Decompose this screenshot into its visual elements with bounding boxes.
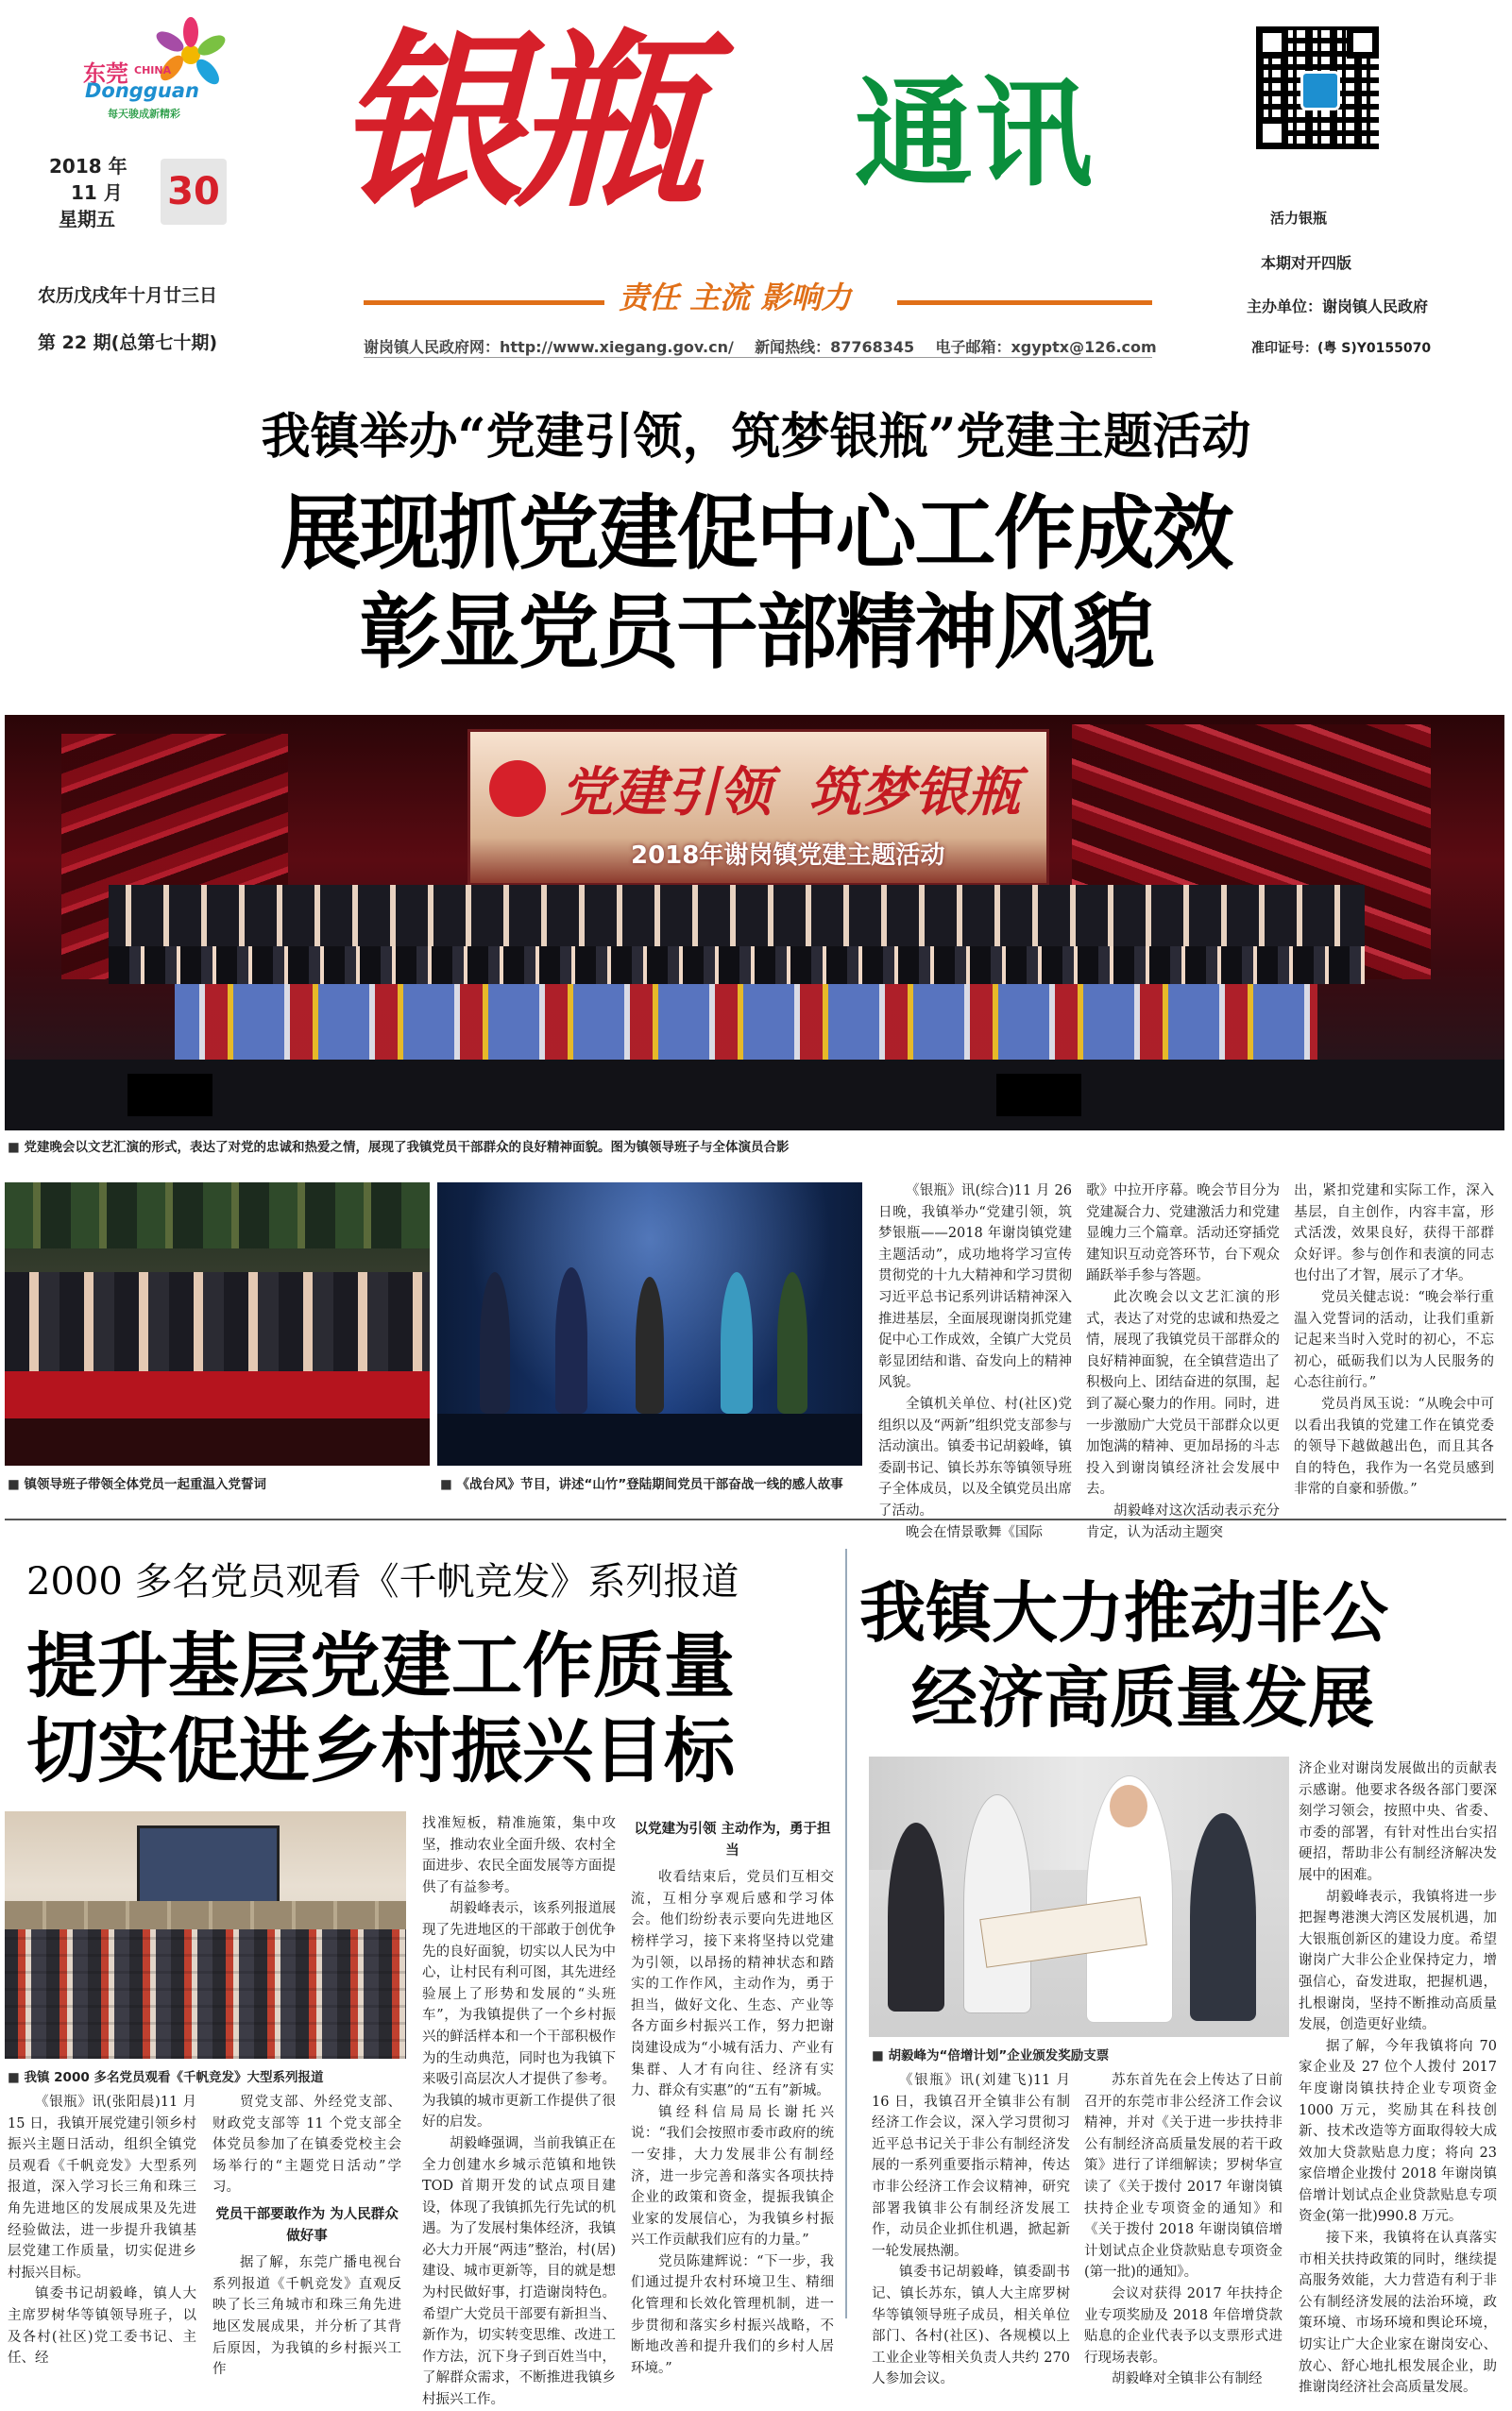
story3-paragraph: 接下来，我镇将在认真落实市相关扶持政策的同时，继续提高服务效能，大力营造有利于非公有制经济发展的法治环境，政策环境、市场环境和舆论环境，切实让广大企业家在谢岗安心、放心、舒心地扎根发展企业，助推谢岗经济社会高质量发展。 [1299,2231,1497,2396]
typhoon-photo [437,1182,862,1466]
logo-en: Dongguan [85,79,199,102]
lead-kicker: 我镇举办“党建引领，筑梦银瓶”党建主题活动 [261,408,1251,466]
story2-paragraph: 据了解，东莞广播电视台系列报道《千帆竞发》直观反映了长三角城市和珠三角先进地区发展成果，并分析了其背后原因，为我镇的乡村振兴工作 [212,2255,401,2378]
sponsor: 主办单位：谢岗镇人民政府 [1247,297,1429,315]
story3-column-1 [872,2070,1070,2387]
slogan-rule-left [364,300,604,305]
main-photo [5,715,1504,1130]
lead-headline-2: 彰显党员干部精神风貌 [359,586,1153,680]
logo-slogan: 每天骏成新精彩 [108,108,180,120]
pages-note: 本期对开四版 [1261,254,1352,272]
date-year: 2018 年 [49,155,127,178]
story3-paragraph: 苏东首先在会上传达了日前召开的东莞市非公经济工作会议精神，并对《关于进一步扶持非公有制经济高质量发展的若干政策》进行了详细解读；罗树华宣读了《关于拨付 2017 年谢岗镇扶持企业专项资金的通知》和《关于拨付 2018 年谢岗镇倍增计划试点企业贷款贴息专项资金(第一批)的通知》。 [1084,2073,1283,2281]
story3-paragraph: 济企业对谢岗发展做出的贡献表示感谢。他要求各级各部门要深刻学习领会，按照中央、省委、市委的部署，有针对性出台实招硬招，帮助非公有制经济解决发展中的困难。 [1299,1761,1497,1883]
stage-banner: 党建引领 筑梦银瓶 [560,761,1020,823]
main-photo-caption: ■ 党建晚会以文艺汇演的形式，表达了对党的忠诚和热爱之情，展现了我镇党员干部群众的良好精神面貌。图为镇领导班子与全体演员合影 [8,1136,789,1155]
lead-column-1 [878,1180,1072,1540]
column-divider [845,1549,847,2318]
section-divider [5,1519,1506,1520]
story3-paragraph: 镇委书记胡毅峰，镇委副书记、镇长苏东，镇人大主席罗树华等镇领导班子成员，相关单位部门、各村(社区)、各规模以上工业企业等相关负责人共约 270 人参加会议。 [872,2265,1070,2387]
lead-paragraph: 歌》中拉开序幕。晚会节目分为党建凝合力、党建激活力和党建显魄力三个篇章。活动还穿插党建知识互动竞答环节，台下观众踊跃举手参与答题。 [1086,1183,1280,1284]
lead-column-3 [1294,1180,1494,1498]
story2-paragraph: 党员陈建辉说：“下一步，我们通过提升农村环境卫生、精细化管理和长效化管理机制，进一步贯彻和落实乡村振兴战略，不断地改善和提升我们的乡村人居环境。” [631,2253,834,2376]
auditorium-photo-caption: ■ 我镇 2000 多名党员观看《千帆竞发》大型系列报道 [8,2066,323,2085]
story2-subhead: 以党建为引领 主动作为，勇于担当 [634,1822,831,1859]
story2-paragraph: 胡毅峰强调，当前我镇正在全力创建水乡城示范镇和地铁 TOD 首期开发的试点项目建设，体现了我镇抓先行先试的机遇。为了发展村集体经济，我镇必大力开展“两违”整治，村(居)建设、城市更新等，目的就是想为村民做好事，打造谢岗特色。希望广大党员干部要有新担当、新作为，切实转变思维、改进工作方法，沉下身子到百姓当中，了解群众需求，不断推进我镇乡村振兴工作。 [422,2135,616,2408]
lead-column-2 [1086,1180,1280,1540]
story2-paragraph: 胡毅峰表示，该系列报道展现了先进地区的干部敢于创优争先的良好面貌，切实以人民为中心，让村民有利可图，其先进经验展上了形势和发展的“头班车”，为我镇提供了一个乡村振兴的鲜活样本和一个干部积极作为的生动典范，同时也为我镇下来吸引高层次人才提供了参考。为我镇的城市更新工作提供了很好的启发。 [422,1901,616,2131]
lead-paragraph: 《银瓶》讯(综合)11 月 26 日晚，我镇举办“党建引领，筑梦银瓶——2018 年谢岗镇党建主题活动”，成功地将学习宣传贯彻党的十九大精神和学习贯彻习近平总书记系列讲话精神深入推进基层，全面展现谢岗抓党建促中心工作成效，全镇广大党员彰显团结和谐、奋发向上的精神风貌。 [878,1183,1072,1391]
story3-paragraph: 会议对获得 2017 年扶持企业专项奖励及 2018 年倍增贷款贴息的企业代表予以支票形式进行现场表彰。 [1084,2285,1283,2366]
slogan: 责任 主流 影响力 [619,280,852,315]
date-month: 11 月 [71,181,123,204]
contact-line: 谢岗镇人民政府网：http://www.xiegang.gov.cn/ 新闻热线：87768345 电子邮箱：xgyptx@126.com [364,338,1157,356]
story3-paragraph: 胡毅峰对全镇非公有制经 [1112,2371,1263,2387]
typhoon-photo-caption: ■ 《战台风》节目，讲述“山竹”登陆期间党员干部奋战一线的感人故事 [440,1473,843,1492]
story2-headline-1: 提升基层党建工作质量 [26,1624,736,1707]
title-green: 通讯 [855,66,1095,203]
story2-headline-2: 切实促进乡村振兴目标 [26,1709,736,1792]
story3-paragraph: 胡毅峰表示，我镇将进一步把握粤港澳大湾区发展机遇，加大银瓶创新区的建设力度。希望谢岗广大非公企业保持定力，增强信心，奋发进取，把握机遇，扎根谢岗，坚持不断推动高质量发展，创造更好业绩。 [1299,1889,1497,2033]
story2-paragraph: 镇委书记胡毅峰，镇人大主席罗树华等镇领导班子，以及各村(社区)党工委书记、主任、经 [8,2286,196,2367]
lead-paragraph: 出，紧扣党建和实际工作，深入基层，自主创作，内容丰富，形式活泼，效果良好，获得干部群众好评。参与创作和表演的同志也付出了才智，展示了才华。 [1294,1183,1494,1284]
story3-headline-1: 我镇大力推动非公 [859,1573,1388,1652]
story2-paragraph: 贸党支部、外经党支部、财政党支部等 11 个党支部全体党员参加了在镇委党校主会场举行的“主题党日活动”学习。 [212,2095,401,2196]
date-weekday: 星期五 [59,208,115,230]
dongguan-logo [59,17,247,121]
logo-china: CHINA [134,64,172,76]
story2-kicker: 2000 多名党员观看《千帆竞发》系列报道 [26,1560,739,1604]
story2-paragraph: 《银瓶》讯(张阳晨)11 月 15 日，我镇开展党建引领乡村振兴主题日活动，组织全镇党员观看《千帆竞发》大型系列报道，深入学习长三角和珠三角先进地区的发展成果及先进经验做法，进一步提升我镇基层党建工作质量，切实促进乡村振兴目标。 [8,2095,196,2281]
story3-column-2 [1084,2070,1283,2387]
lead-headline-1: 展现抓党建促中心工作成效 [280,486,1232,581]
story3-headline-2: 经济高质量发展 [911,1658,1374,1737]
slogan-rule-right [897,300,1152,305]
story2-column-1 [8,2092,196,2367]
lunar-date: 农历戊戌年十月廿三日 [38,285,218,306]
story2-column-2 [212,2092,401,2378]
title-red: 银瓶 [335,11,695,233]
story3-paragraph: 《银瓶》讯(刘建飞)11 月 16 日，我镇召开全镇非公有制经济工作会议，深入学习贯彻习近平总书记关于非公有制经济发展的一系列重要指示精神，传达市非公经济工作会议精神，研究部署我镇非公有制经济发展工作，动员企业抓住机遇，掀起新一轮发展热潮。 [872,2073,1070,2259]
contact-rule [364,357,1152,358]
story2-column-4 [631,1813,834,2376]
logo-cn: 东莞 [83,60,128,87]
story3-paragraph: 据了解，今年我镇将向 70 家企业及 27 位个人拨付 2017 年度谢岗镇扶持企业专项资金 1000 万元，奖励其在科技创新、技术改造等方面取得较大成效加大贷款贴息力度；将向 23 家倍增企业拨付 2018 年谢岗镇倍增计划试点企业贷款贴息专项资金(第一批)990.8 万元。 [1299,2038,1497,2225]
stage-screen [467,729,1049,886]
lead-paragraph: 此次晚会以文艺汇演的形式，表达了对党的忠诚和热爱之情，展现了我镇党员干部群众的良好精神面貌，在全镇营造出了积极向上、团结奋进的氛围，起到了凝心聚力的作用。同时，进一步激励广大党员干部群众以更加饱满的精神、更加昂扬的斗志投入到谢岗镇经济社会发展中去。 [1086,1289,1280,1498]
date-day: 30 [167,170,220,213]
lead-paragraph: 晚会在情景歌舞《国际 [906,1524,1043,1540]
masthead [0,0,1512,364]
lead-paragraph: 党员关健志说：“晚会举行重温入党誓词的活动，让我们重新记起来当时入党时的初心，不忘初心，砥砺我们以为人民服务的心态往前行。” [1294,1289,1494,1391]
qr-label: 活力银瓶 [1270,210,1328,227]
lead-paragraph: 胡毅峰对这次活动表示充分肯定，认为活动主题突 [1086,1503,1280,1540]
qr-code[interactable] [1256,26,1379,149]
story2-paragraph: 找准短板，精准施策，集中攻坚，推动农业全面升级、农村全面进步、农民全面发展等方面提供了有益参考。 [422,1816,616,1895]
story2-paragraph: 收看结束后，党员们互相交流，互相分享观后感和学习体会。他们纷纷表示要向先进地区榜样学习，接下来将坚持以党建为引领，以昂扬的精神状态和踏实的工作作风，主动作为，勇于担当，做好文化、生态、产业等各方面乡村振兴工作，努力把谢岗建设成为“小城有活力、产业有集群、人才有向往、经济有实力、群众有实惠”的“五有”新城。 [631,1870,834,2099]
award-photo [869,1757,1289,2037]
oath-photo [5,1182,430,1466]
lead-paragraph: 党员肖凤玉说：“从晚会中可以看出我镇的党建工作在镇党委的领导下越做越出色，而且其各自的特色，我作为一名党员感到非常的自豪和骄傲。” [1294,1396,1494,1498]
permit-number: 准印证号：(粤 S)Y0155070 [1251,341,1432,356]
issue-number: 第 22 期(总第七十期) [38,332,218,353]
story2-column-3 [422,1813,616,2408]
oath-photo-caption: ■ 镇领导班子带领全体党员一起重温入党誓词 [8,1473,266,1492]
stage-subtitle: 2018年谢岗镇党建主题活动 [631,841,945,870]
auditorium-photo [5,1811,406,2059]
story2-subhead: 党员干部要敢作为 为人民群众做好事 [215,2206,399,2244]
story3-column-3 [1299,1758,1497,2396]
date-day-box [161,159,227,225]
award-photo-caption: ■ 胡毅峰为“倍增计划”企业颁发奖励支票 [872,2045,1109,2063]
lead-paragraph: 全镇机关单位、村(社区)党组织以及“两新”组织党支部参与活动演出。镇委书记胡毅峰，镇委副书记、镇长苏东等镇领导班子全体成员，以及全镇党员出席了活动。 [878,1396,1072,1519]
story2-paragraph: 镇经科信局局长谢托兴说：“我们会按照市委市政府的统一安排，大力发展非公有制经济，进一步完善和落实各项扶持企业的政策和资金，提振我镇企业家的发展信心，为我镇乡村振兴工作贡献我们应有的力量。” [631,2104,834,2249]
